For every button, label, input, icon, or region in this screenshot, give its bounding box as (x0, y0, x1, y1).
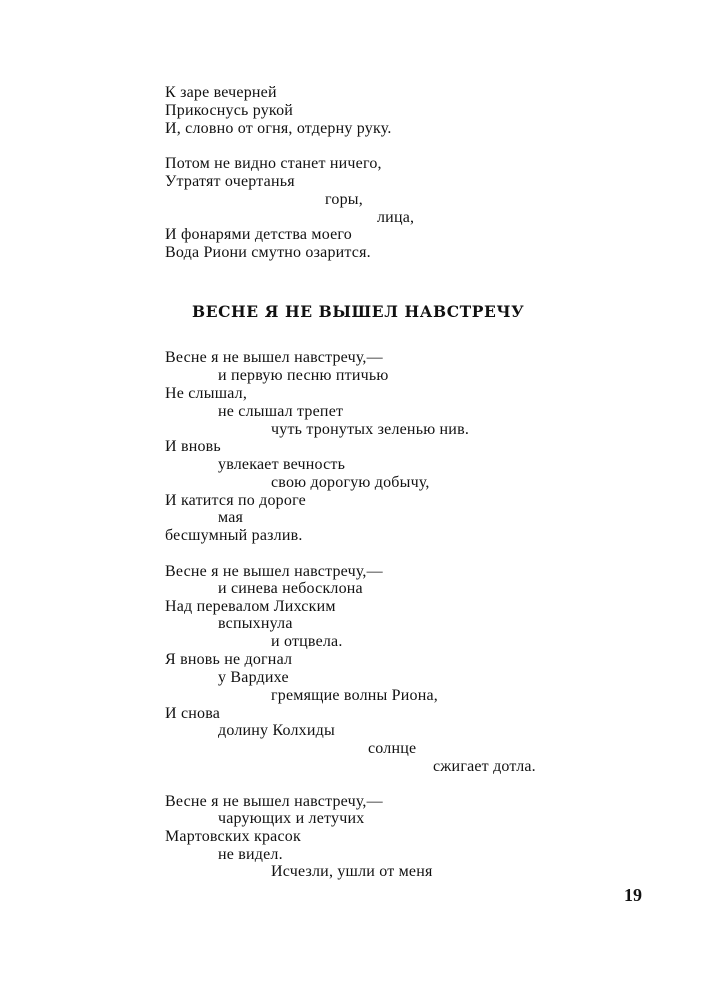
verse-line: не слышал трепет (218, 403, 344, 420)
page-number: 19 (624, 885, 642, 905)
verse-line: чуть тронутых зеленью нив. (271, 421, 470, 438)
verse-line: лица, (377, 209, 415, 226)
verse-line: и первую песню птичью (218, 367, 389, 384)
poem-title: ВЕСНЕ Я НЕ ВЫШЕЛ НАВСТРЕЧУ (192, 302, 525, 321)
verse-line: у Вардихе (218, 669, 289, 686)
verse-line: К заре вечерней (165, 84, 277, 101)
verse-line: Вода Риони смутно озарится. (165, 244, 371, 261)
verse-line: И катится по дороге (165, 492, 306, 509)
verse-line: и синева небосклона (218, 580, 363, 597)
verse-line: Над перевалом Лихским (165, 598, 336, 615)
verse-line: вспыхнула (218, 615, 293, 632)
verse-line: мая (218, 509, 244, 526)
verse-line: Мартовских красок (165, 828, 301, 845)
verse-line: солнце (368, 740, 417, 757)
verse-line: Весне я не вышел навстречу,— (165, 563, 383, 580)
verse-line: гремящие волны Риона, (271, 687, 438, 704)
verse-line: долину Колхиды (218, 722, 335, 739)
verse-line: сжигает дотла. (433, 758, 536, 775)
verse-line: чарующих и летучих (218, 810, 365, 827)
verse-line: бесшумный разлив. (165, 527, 303, 544)
verse-line: Прикоснусь рукой (165, 102, 294, 119)
verse-line: Я вновь не догнал (165, 651, 293, 668)
verse-line: Утратят очертанья (165, 173, 295, 190)
verse-line: И снова (165, 705, 221, 722)
verse-line: не видел. (218, 846, 283, 863)
verse-line: и отцвела. (271, 633, 343, 650)
verse-line: И вновь (165, 438, 221, 455)
verse-line: Потом не видно станет ничего, (165, 155, 382, 172)
verse-line: горы, (325, 191, 363, 208)
verse-line: Не слышал, (165, 385, 248, 402)
verse-line: Исчезли, ушли от меня (271, 863, 433, 880)
verse-line: увлекает вечность (218, 456, 346, 473)
verse-line: Весне я не вышел навстречу,— (165, 793, 383, 810)
verse-line: И, словно от огня, отдерну руку. (165, 120, 392, 137)
verse-line: свою дорогую добычу, (271, 474, 430, 491)
verse-line: И фонарями детства моего (165, 226, 352, 243)
verse-line: Весне я не вышел навстречу,— (165, 349, 383, 366)
